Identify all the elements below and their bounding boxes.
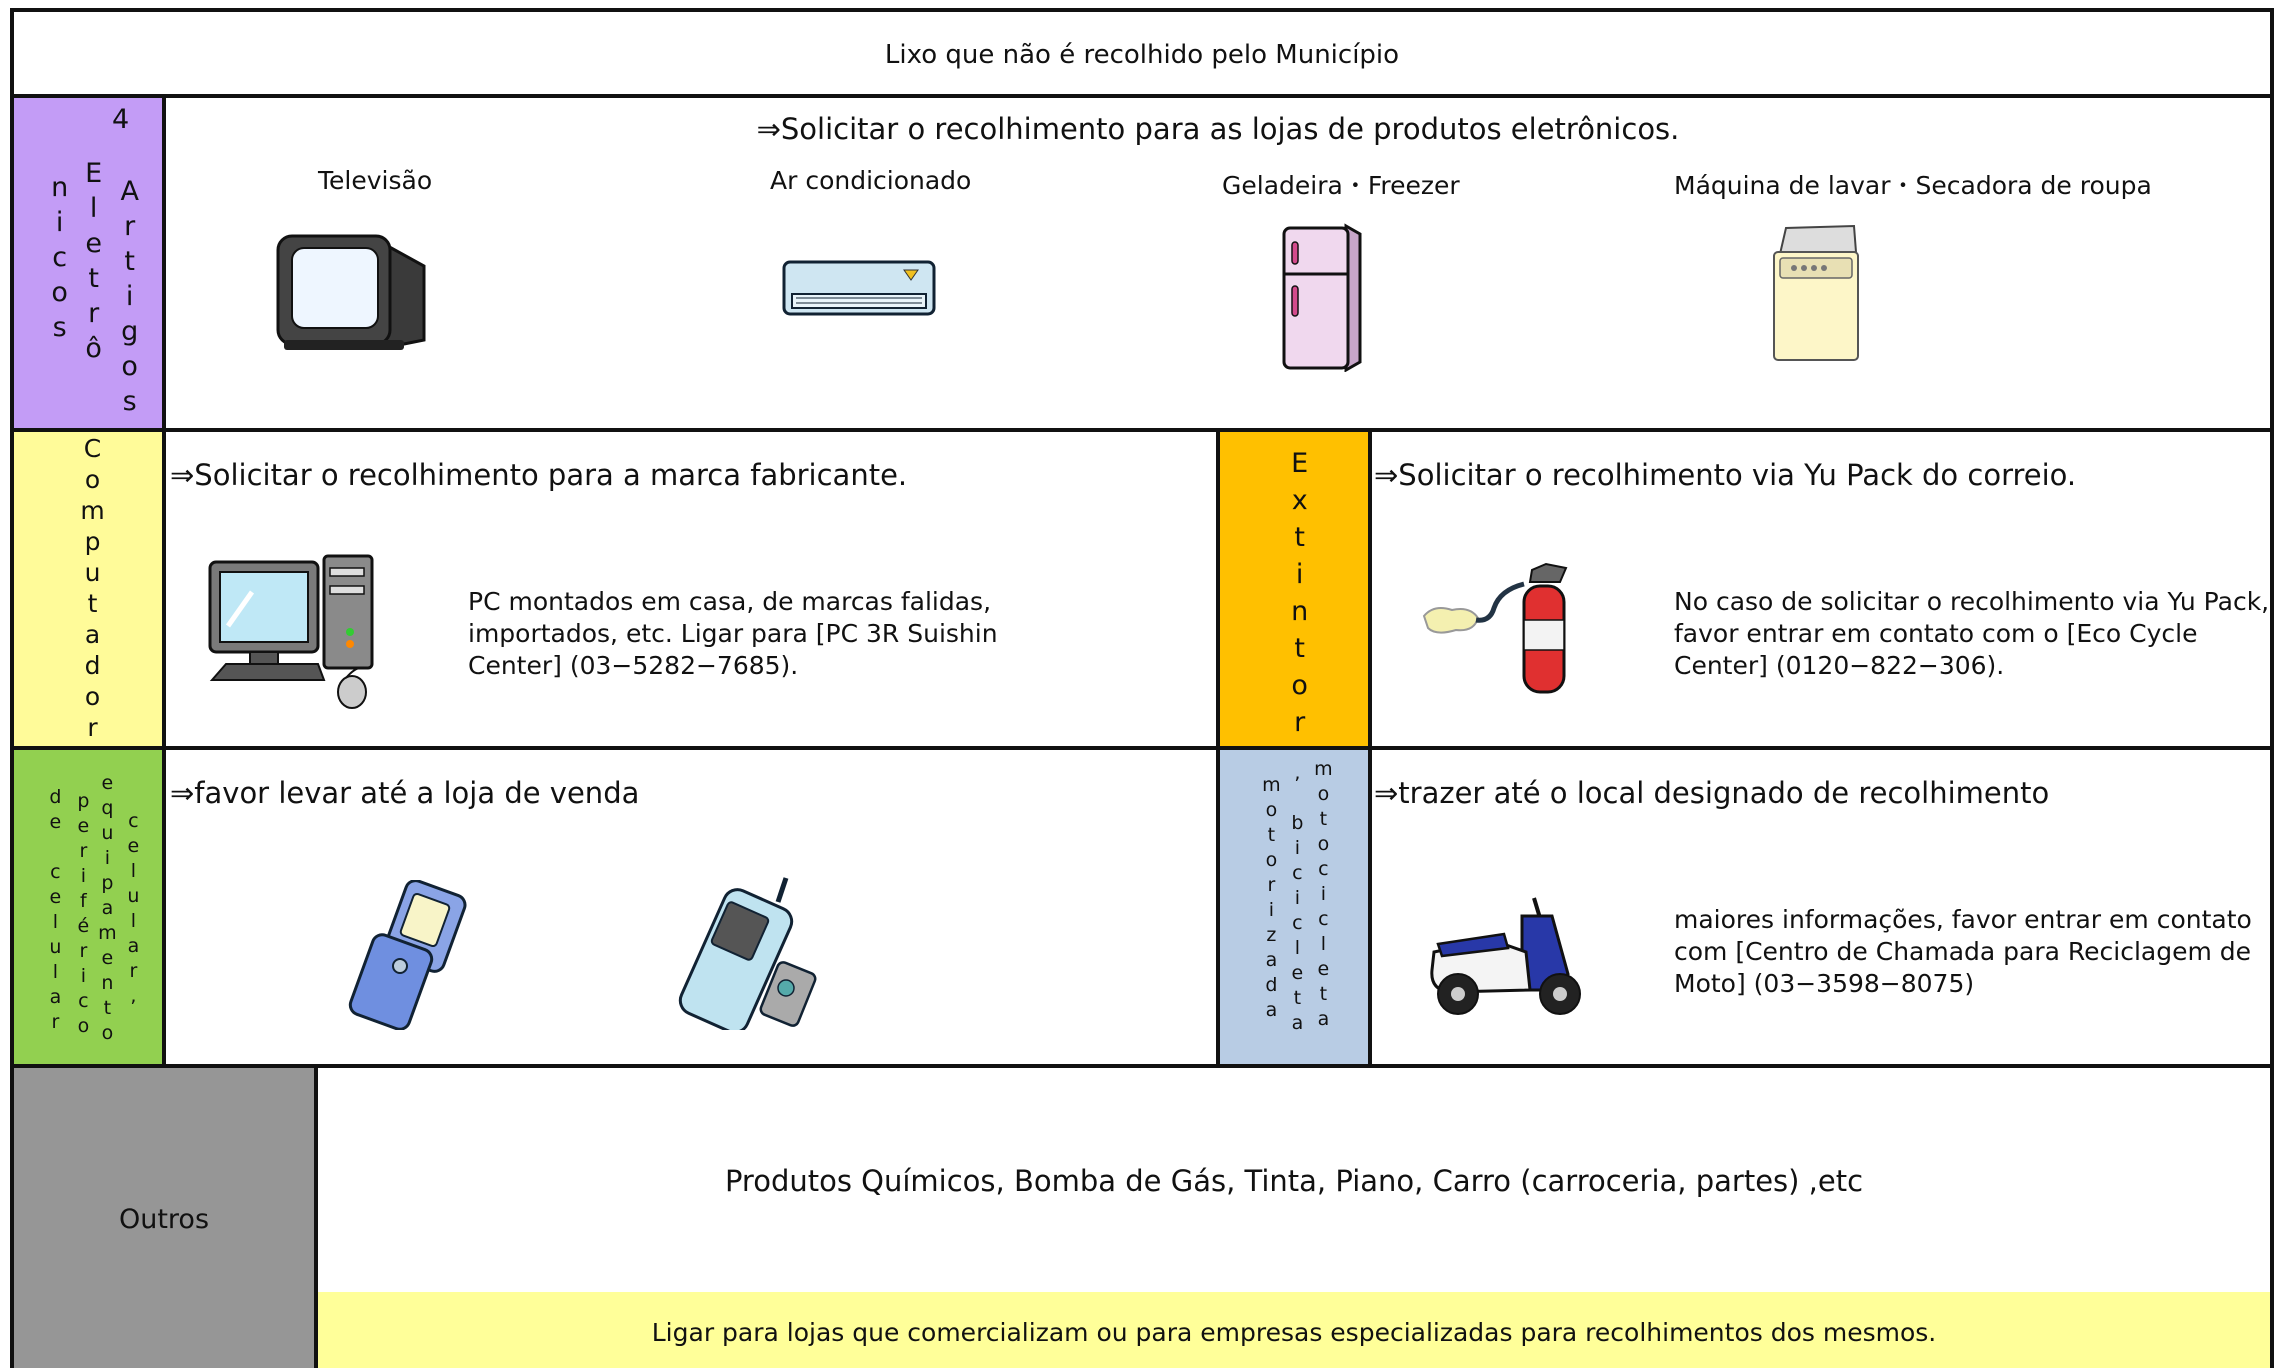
celular-category-col-4: celular,	[122, 810, 145, 1010]
grid-line	[1368, 428, 1372, 1064]
grid-line	[1216, 428, 1220, 1064]
computer-icon	[206, 552, 378, 712]
fire-extinguisher-icon	[1420, 560, 1590, 696]
item-label-televisao: Televisão	[318, 166, 433, 195]
grid-line	[10, 94, 2274, 98]
moto-category-col-2: , bicicleta	[1286, 762, 1309, 1037]
item-label-geladeira: Geladeira・Freezer	[1222, 171, 1460, 200]
outros-category-label: Outros	[118, 1204, 210, 1235]
eletronicos-category-number: 4	[112, 104, 130, 135]
extintor-category-label: Extintor	[1284, 448, 1316, 744]
item-label-ar-condicionado: Ar condicionado	[770, 166, 972, 195]
eletronicos-category-col-1: nicos	[44, 172, 76, 347]
flip-phone-icon	[344, 880, 480, 1030]
page-title: Lixo que não é recolhido pelo Município	[884, 40, 1400, 70]
eletronicos-category-col-3: Artigos	[114, 176, 146, 421]
computador-category-label: Computador	[78, 434, 107, 744]
moto-detail-line: Moto] (03−3598−8075)	[1674, 969, 1975, 998]
computador-detail-line: Center] (03−5282−7685).	[468, 651, 799, 680]
item-label-maquina-lavar: Máquina de lavar・Secadora de roupa	[1674, 171, 2152, 200]
computador-detail-line: PC montados em casa, de marcas falidas,	[468, 587, 992, 616]
celular-category-col-1: de celular	[44, 786, 67, 1036]
celular-category-col-2: periférico	[72, 790, 95, 1040]
extintor-detail-line: Center] (0120−822−306).	[1674, 651, 2005, 680]
computador-detail	[468, 586, 998, 682]
eletronicos-category-col-2: Eletrô	[78, 158, 110, 368]
grid-line	[10, 428, 2274, 432]
eletronicos-instruction: ⇒Solicitar o recolhimento para as lojas de produtos eletrônicos.	[756, 112, 1680, 146]
moto-category-col-3: motocicleta	[1312, 758, 1335, 1033]
air-conditioner-icon	[782, 260, 936, 318]
extintor-detail	[1674, 586, 2269, 682]
washing-machine-icon	[1770, 224, 1862, 364]
extintor-detail-line: favor entrar em contato com o [Eco Cycle	[1674, 619, 2198, 648]
celular-category-col-3: equipamento	[96, 772, 119, 1047]
extintor-detail-line: No caso de solicitar o recolhimento via Yu Pack,	[1674, 587, 2270, 616]
extintor-instruction: ⇒Solicitar o recolhimento via Yu Pack do correio.	[1374, 458, 2077, 492]
grid-line	[162, 94, 166, 1064]
moto-category-col-1: motorizada	[1260, 774, 1283, 1024]
grid-line	[10, 1064, 2274, 1068]
moto-detail-line: maiores informações, favor entrar em contato	[1674, 905, 2252, 934]
scooter-icon	[1422, 894, 1592, 1018]
moto-instruction: ⇒trazer até o local designado de recolhimento	[1374, 776, 2050, 810]
computador-instruction: ⇒Solicitar o recolhimento para a marca fabricante.	[170, 458, 908, 492]
moto-detail	[1674, 904, 2252, 1000]
outros-items: Produtos Químicos, Bomba de Gás, Tinta, Piano, Carro (carroceria, partes) ,etc	[724, 1164, 1864, 1198]
computador-detail-line: importados, etc. Ligar para [PC 3R Suishin	[468, 619, 998, 648]
moto-detail-line: com [Centro de Chamada para Reciclagem de	[1674, 937, 2252, 966]
refrigerator-icon	[1280, 222, 1364, 372]
outros-note: Ligar para lojas que comercializam ou para empresas especializadas para recolhimentos dos mesmos.	[651, 1318, 1937, 1347]
television-icon	[274, 230, 428, 358]
grid-line	[10, 746, 2274, 750]
mobile-phone-icon	[660, 874, 820, 1030]
celular-instruction: ⇒favor levar até a loja de venda	[170, 776, 640, 810]
